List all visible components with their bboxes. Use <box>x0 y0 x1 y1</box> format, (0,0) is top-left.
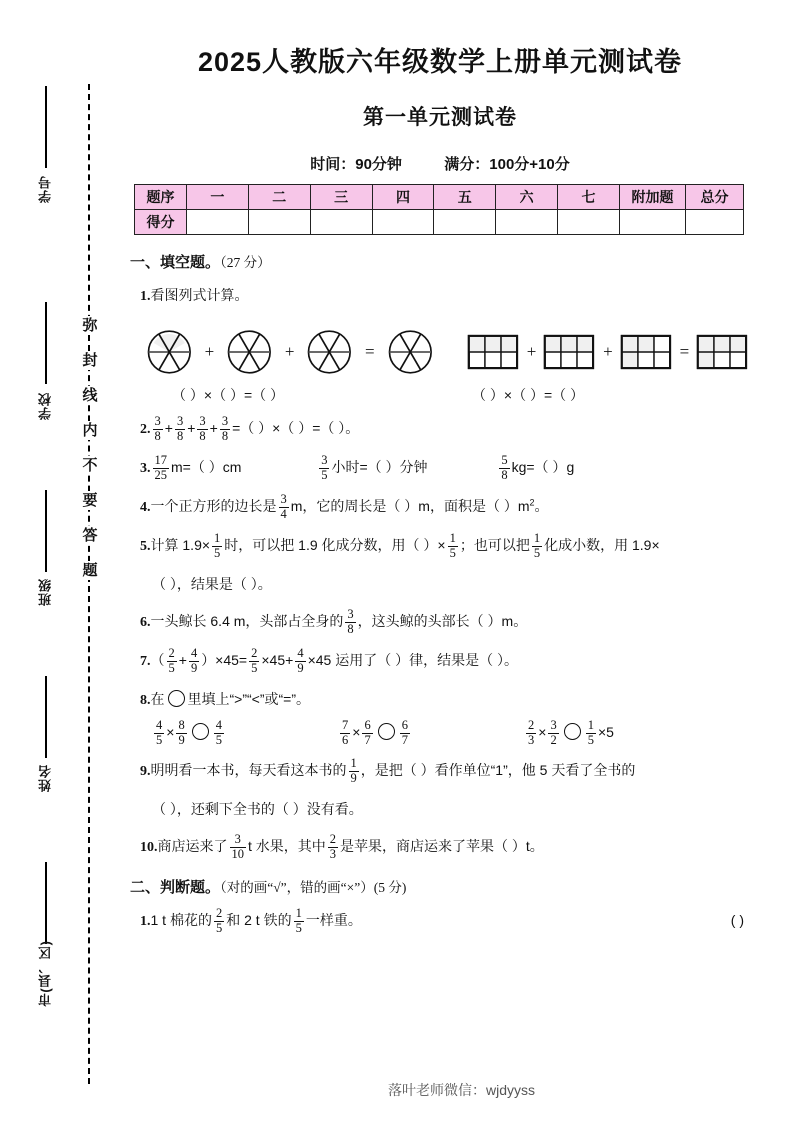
score-table-row-header: 题序 <box>135 185 187 210</box>
exam-time-label: 时间：90分钟 <box>310 156 402 173</box>
unit-from: kg <box>511 459 527 475</box>
seal-field-name <box>28 764 62 797</box>
seal-field-label: 学校 <box>37 392 53 420</box>
pie-figure-3 <box>300 321 359 383</box>
unit-from: m <box>171 459 183 475</box>
score-cell[interactable] <box>310 210 372 235</box>
fraction: $\frac{3}{5}$ <box>321 453 328 482</box>
question-1-8-comparisons <box>152 719 750 747</box>
seal-warning-char: 线 <box>76 386 104 405</box>
answer-blank-right[interactable]: （ ）×（ ）=（ ） <box>472 387 585 403</box>
fraction: $\frac{3}{4}$ <box>280 492 287 521</box>
question-1-9 <box>140 756 750 786</box>
answer-blank[interactable]: ，是把（ ）看作单位“1”，他 5 天看了全书的 <box>360 762 636 778</box>
question-number: 8. <box>140 693 151 708</box>
unit-from: 小时 <box>331 459 360 475</box>
circle-blank-icon[interactable] <box>564 723 581 740</box>
question-number: 1. <box>140 289 151 304</box>
seal-rule-4 <box>45 676 47 758</box>
question-number: 6. <box>140 615 151 630</box>
answer-blank[interactable]: （ ），还剩下全书的（ ）没有看。 <box>152 801 363 817</box>
fraction: $\frac{1}{5}$ <box>449 531 456 560</box>
exam-meta <box>130 153 750 174</box>
score-cell[interactable] <box>558 210 620 235</box>
seal-field-student-id <box>28 175 62 208</box>
score-cell[interactable] <box>187 210 249 235</box>
answer-blank[interactable]: 时，可以把 1.9 化成分数，用（ ）× <box>224 537 446 553</box>
page-subtitle: 第一单元测试卷 <box>363 106 517 129</box>
seal-warning-char: 封 <box>76 351 104 370</box>
score-cell[interactable] <box>372 210 434 235</box>
question-number: 4. <box>140 500 151 515</box>
comparison-item-2[interactable] <box>338 719 524 747</box>
question-text: 计算 1.9× <box>150 537 211 553</box>
table-row <box>135 210 744 235</box>
sealing-strip <box>0 0 120 1122</box>
question-1-6 <box>140 607 750 637</box>
question-1-5 <box>140 531 750 561</box>
fraction: $\frac{3}{8}$ <box>347 607 354 636</box>
question-text: 明明看一本书，每天看这本书的 <box>150 762 347 778</box>
times-sign: × <box>166 724 175 740</box>
times-sign: × <box>538 724 547 740</box>
fraction: $\frac{1}{5}$ <box>214 531 221 560</box>
score-table-col-total: 总分 <box>686 185 744 210</box>
question-number: 9. <box>140 764 151 779</box>
seal-warning-char: 弥 <box>76 316 104 335</box>
equals-sign: = <box>679 342 690 361</box>
fraction: $\frac{1}{5}$ <box>587 718 594 747</box>
question-2-1 <box>140 906 750 936</box>
plus-sign: + <box>178 652 187 668</box>
plus-sign: + <box>603 342 613 361</box>
section-title-text: 二、判断题。 <box>130 879 221 896</box>
answer-blank-left[interactable]: （ ）×（ ）=（ ） <box>172 387 285 403</box>
seal-warning-char: 题 <box>76 561 104 580</box>
grid-figure-1 <box>466 331 521 373</box>
section-title-text: 一、填空题。 <box>130 254 221 271</box>
score-table-col-2: 二 <box>248 185 310 210</box>
plus-sign: + <box>204 342 215 361</box>
fraction: $\frac{3}{8}$ <box>176 414 184 443</box>
seal-field-school <box>28 392 62 425</box>
pie-figure-1 <box>140 321 199 383</box>
question-1-1-answer-lines <box>140 385 750 405</box>
question-1-1-figures <box>140 321 750 383</box>
section-points: （对的画“√”，错的画“×”）(5 分) <box>220 880 407 895</box>
unit-to: cm <box>222 459 242 475</box>
fraction: $\frac{3}{8}$ <box>221 414 229 443</box>
question-number: 1. <box>140 914 151 929</box>
question-text: 里填上“>”“<”或“=”。 <box>187 691 310 707</box>
fraction: $\frac{2}{3}$ <box>528 718 535 747</box>
fraction: $\frac{2}{3}$ <box>329 832 337 861</box>
question-text: 商店运来了 <box>157 838 228 854</box>
seal-field-class <box>28 578 62 611</box>
answer-blank[interactable]: （ ），结果是（ ）。 <box>152 576 272 592</box>
plus-sign: + <box>284 342 295 361</box>
pie-figure-result <box>381 321 440 383</box>
fraction: $\frac{17}{25}$ <box>154 453 167 482</box>
answer-blank[interactable]: =（ ）×（ ）=（ ）。 <box>232 420 360 436</box>
fraction: $\frac{6}{7}$ <box>401 718 408 747</box>
seal-field-label: 班级 <box>37 578 53 606</box>
seal-rule-1 <box>45 86 47 168</box>
score-table-col-bonus: 附加题 <box>620 185 686 210</box>
comparison-item-1[interactable] <box>152 719 338 747</box>
fraction: $\frac{3}{2}$ <box>550 718 557 747</box>
exam-paper-body <box>120 0 768 1122</box>
fraction: $\frac{2}{5}$ <box>251 646 258 675</box>
question-text: 在 <box>150 691 165 707</box>
score-cell[interactable] <box>496 210 558 235</box>
grid-figure-result <box>695 331 750 373</box>
circle-blank-icon <box>168 690 185 707</box>
fraction: $\frac{4}{9}$ <box>297 646 304 675</box>
seal-field-label: 学号 <box>37 175 53 203</box>
question-1-3 <box>140 453 750 483</box>
question-text: ）×45= <box>201 652 248 668</box>
seal-warning-text <box>76 300 104 596</box>
section-heading-fill-blank <box>130 251 750 272</box>
question-text: 一样重。 <box>305 912 362 928</box>
fraction: $\frac{8}{9}$ <box>178 718 185 747</box>
comparison-item-3[interactable] <box>524 719 710 747</box>
fraction: $\frac{3}{10}$ <box>231 832 244 861</box>
score-table-col-5: 五 <box>434 185 496 210</box>
question-1-9-cont <box>152 795 750 823</box>
score-cell[interactable] <box>434 210 496 235</box>
grid-figure-2 <box>542 331 597 373</box>
question-1-4 <box>140 492 750 522</box>
question-text: t 水果，其中 <box>248 838 326 854</box>
score-cell[interactable] <box>620 210 686 235</box>
question-text: 一头鲸长 6.4 m，头部占全身的 <box>150 613 344 629</box>
answer-blank[interactable]: =（ ） <box>182 459 223 475</box>
fraction: $\frac{6}{7}$ <box>364 718 371 747</box>
superscript: 2 <box>529 497 535 508</box>
question-1-1 <box>140 281 750 311</box>
seal-warning-char: 要 <box>76 491 104 510</box>
plus-sign: + <box>526 342 537 361</box>
score-table <box>134 184 744 235</box>
circle-blank-icon[interactable] <box>192 723 209 740</box>
answer-blank[interactable]: 是苹果，商店运来了苹果（ ）t。 <box>340 838 544 854</box>
answer-blank[interactable]: ，这头鲸的头部长（ ）m。 <box>357 613 528 629</box>
question-text: ×45+ <box>261 652 294 668</box>
unit-to: g <box>566 459 575 475</box>
unit-to: 分钟 <box>399 459 428 475</box>
footer-watermark: 落叶老师微信：wjdyyss <box>387 1082 535 1098</box>
score-table-col-4: 四 <box>372 185 434 210</box>
question-text-end: 。 <box>534 498 549 514</box>
fraction: $\frac{1}{5}$ <box>295 906 302 935</box>
exam-total-label: 满分：100分+10分 <box>444 156 570 173</box>
question-text: 一个正方形的边长是 <box>150 498 277 514</box>
section-points: （27 分） <box>220 255 271 270</box>
fraction: $\frac{3}{8}$ <box>154 414 161 443</box>
section-heading-true-false <box>130 876 750 897</box>
fraction: $\frac{3}{8}$ <box>199 414 206 443</box>
question-1-10 <box>140 832 750 862</box>
answer-blank[interactable]: ×45 运用了（ ）律，结果是（ ）。 <box>307 652 518 668</box>
score-table-col-7: 七 <box>558 185 620 210</box>
score-cell[interactable] <box>248 210 310 235</box>
answer-blank[interactable]: =（ ） <box>526 459 567 475</box>
score-cell[interactable] <box>686 210 744 235</box>
score-table-col-3: 三 <box>310 185 372 210</box>
answer-blank[interactable]: m，它的周长是（ ）m，面积是（ ）m <box>290 498 530 514</box>
seal-field-label: 市(县、区) <box>37 940 53 1007</box>
question-number: 2. <box>140 422 151 437</box>
seal-rule-3 <box>45 490 47 572</box>
question-text: 1 t 棉花的 <box>150 912 212 928</box>
question-text: 看图列式计算。 <box>150 287 249 303</box>
seal-field-label: 姓名 <box>37 764 53 792</box>
fraction: $\frac{2}{5}$ <box>168 646 175 675</box>
question-1-8 <box>140 685 750 715</box>
fraction: $\frac{4}{5}$ <box>215 718 222 747</box>
seal-warning-char: 内 <box>76 421 104 440</box>
fraction: $\frac{1}{5}$ <box>533 531 541 560</box>
question-number: 5. <box>140 539 151 554</box>
true-false-answer-blank[interactable]: ( ) <box>730 912 744 928</box>
fraction: $\frac{5}{8}$ <box>501 453 508 482</box>
fraction: $\frac{2}{5}$ <box>215 906 223 935</box>
pie-figure-2 <box>220 321 279 383</box>
seal-warning-char: 答 <box>76 526 104 545</box>
seal-rule-5 <box>45 862 47 944</box>
score-table-col-6: 六 <box>496 185 558 210</box>
score-table-row-header: 得分 <box>135 210 187 235</box>
seal-rule-2 <box>45 302 47 384</box>
circle-blank-icon[interactable] <box>378 723 395 740</box>
question-1-7 <box>140 646 750 676</box>
fraction: $\frac{4}{9}$ <box>190 646 198 675</box>
page-title: 2025人教版六年级数学上册单元测试卷 <box>197 47 683 77</box>
question-text: ；也可以把 <box>459 537 530 553</box>
times-sign: × <box>352 724 361 740</box>
score-table-col-1: 一 <box>187 185 249 210</box>
fraction: $\frac{4}{5}$ <box>156 718 163 747</box>
question-number: 10. <box>140 840 158 855</box>
fraction: $\frac{1}{9}$ <box>350 756 357 785</box>
question-number: 3. <box>140 461 151 476</box>
equals-sign: = <box>365 342 375 361</box>
fraction: $\frac{7}{6}$ <box>342 718 349 747</box>
question-1-2: 2. $\frac{3}{8}$ + $\frac{3}{8}$ + $\frac{3}{8}$ + $\frac{3}{8}$ =（ ）×（ ）=（ ）。 <box>140 414 360 443</box>
question-text: 化成小数，用 1.9× <box>544 537 660 553</box>
question-number: 7. <box>140 654 151 669</box>
grid-figure-3 <box>619 331 674 373</box>
question-1-5-cont <box>152 570 750 598</box>
seal-field-city <box>28 940 62 1012</box>
seal-warning-char: 不 <box>76 456 104 475</box>
question-text: 和 2 t 铁的 <box>226 912 292 928</box>
trailing-factor: ×5 <box>597 724 614 740</box>
table-row <box>135 185 744 210</box>
open-paren: （ <box>150 652 165 668</box>
answer-blank[interactable]: =（ ） <box>359 459 400 475</box>
